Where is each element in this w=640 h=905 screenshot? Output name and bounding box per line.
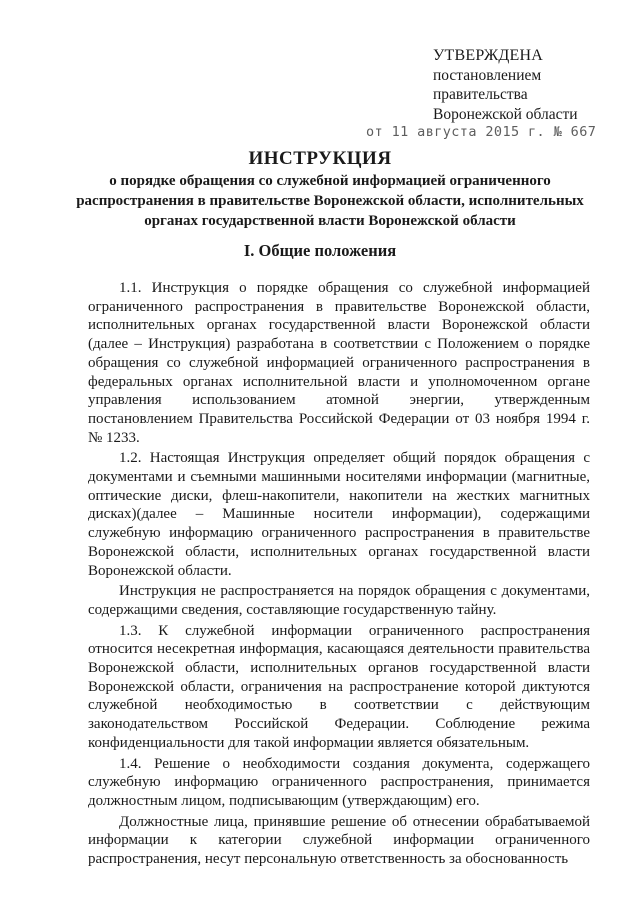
document-title: ИНСТРУКЦИЯ	[248, 148, 392, 169]
approval-title: УТВЕРЖДЕНА	[433, 47, 544, 64]
paragraph-1-2: 1.2. Настоящая Инструкция определяет общий порядок обращения с документами и съемными машинными носителями информации (магнитные, оптические диски, флеш-накопители, накопители на жестких магнитных дисках)(далее – Машинные носители информации), содержащими служебную информацию ограниченного распространения в правительстве Воронежской области, исполнительных органах государственной власти Воронежской области.	[88, 450, 590, 579]
date-stamp: от 11 августа 2015 г. № 667	[366, 124, 597, 140]
paragraph-1-3: 1.3. К служебной информации ограниченного распространения относится несекретная информация, касающаяся деятельности правительства Воронежской области, исполнительных органов государственной власти Воронежской области, ограничения на распространение которой диктуются служебной необходимостью в соответствии с действующим законодательством Российской Федерации. Соблюдение режима конфиденциальности для такой информации является обязательным.	[88, 622, 590, 751]
paragraph-1-2-note: Инструкция не распространяется на порядок обращения с документами, содержащими сведения, составляющие государственную тайну.	[88, 583, 590, 618]
paragraph-1-1: 1.1. Инструкция о порядке обращения со служебной информацией ограниченного распространения в правительстве Воронежской области, исполнительных органах государственной власти Воронежской области (далее – Инструкция) разработана в соответствии с Положением о порядке обращения со служебной информацией ограниченного распространения в федеральных органах исполнительной власти и уполномоченном органе управления использованием атомной энергии, утвержденным постановлением Правительства Российской Федерации от 03 ноября 1994 г. № 1233.	[88, 280, 590, 446]
document-subtitle: о порядке обращения со служебной информацией ограниченного распространения в правительстве Воронежской области, исполнительных органах государственной власти Воронежской области	[76, 173, 584, 229]
approval-line: постановлением	[433, 66, 542, 84]
approval-block	[433, 46, 578, 124]
approval-line: Воронежской области	[433, 105, 578, 123]
section-heading: I. Общие положения	[243, 241, 397, 260]
paragraph-1-4: 1.4. Решение о необходимости создания документа, содержащего служебную информацию ограниченного распространения, принимается должностным лицом, подписывающим (утверждающим) его.	[88, 755, 590, 809]
approval-line: правительства	[433, 86, 528, 103]
paragraph-1-4-responsibility: Должностные лица, принявшие решение об отнесении обрабатываемой информации к категории служебной информации ограниченного распространения, несут персональную ответственность за обоснованность	[88, 813, 590, 868]
document-body	[88, 279, 590, 871]
